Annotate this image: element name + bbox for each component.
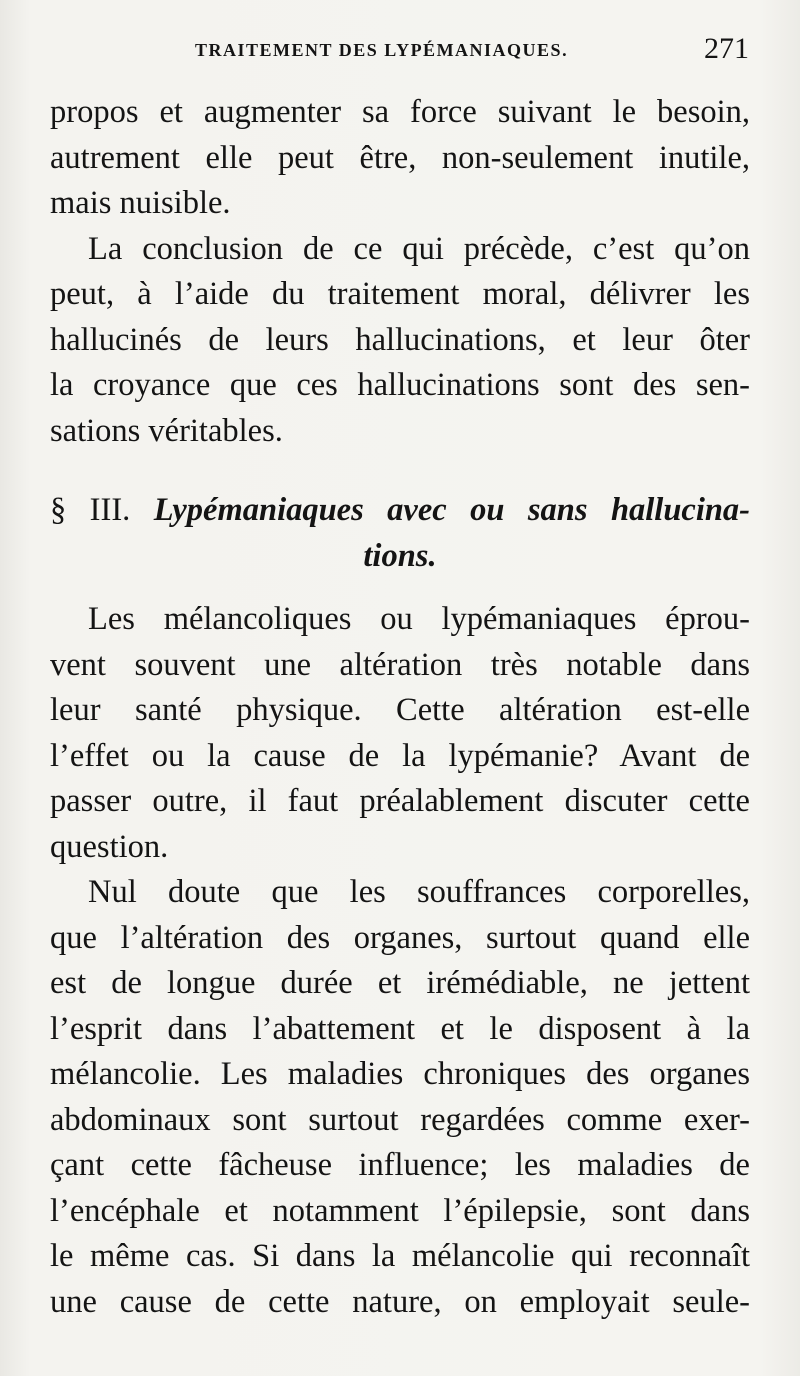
text-line: çant cette fâcheuse influence; les maladies de <box>50 1147 750 1183</box>
text-line: mélancolie. Les maladies chroniques des organes <box>50 1056 750 1092</box>
text-line: l’encéphale et notamment l’épilepsie, sont dans <box>50 1192 750 1229</box>
text-line: leur santé physique. Cette altération est-elle <box>50 692 750 728</box>
section-heading <box>50 488 750 579</box>
text-line: une cause de cette nature, on employait seule- <box>50 1283 750 1320</box>
running-title: TRAITEMENT DES LYPÉMANIAQUES. <box>195 40 569 60</box>
section-title-continuation: tions. <box>363 537 437 574</box>
spacer <box>50 454 750 488</box>
text-line: l’esprit dans l’abattement et le disposent à la <box>50 1010 750 1047</box>
spacer <box>50 579 750 597</box>
text-line: l’effet ou la cause de la lypémanie? Avant de <box>50 737 750 774</box>
paragraph <box>50 90 750 227</box>
section-heading-line <box>50 488 750 534</box>
paragraph <box>50 870 750 1325</box>
text-line: Les mélancoliques ou lypémaniaques éprou- <box>88 601 750 637</box>
text-line: le même cas. Si dans la mélancolie qui reconnaît <box>50 1238 750 1274</box>
text-line: question. <box>50 828 169 865</box>
text-line: que l’altération des organes, surtout quand elle <box>50 919 750 956</box>
text-line: peut, à l’aide du traitement moral, délivrer les <box>50 276 750 312</box>
text-line: La conclusion de ce qui précède, c’est qu’on <box>88 230 750 267</box>
text-line: mais nuisible. <box>50 185 231 221</box>
text-line: propos et augmenter sa force suivant le besoin, <box>50 94 750 130</box>
text-line: la croyance que ces hallucinations sont des sen- <box>50 367 750 403</box>
page-header <box>50 32 755 78</box>
paragraph <box>50 227 750 455</box>
body-text <box>50 90 750 1325</box>
text-line: est de longue durée et irémédiable, ne jettent <box>50 965 750 1001</box>
text-line: sations véritables. <box>50 412 283 449</box>
text-line: abdominaux sont surtout regardées comme exer- <box>50 1101 750 1138</box>
text-line: vent souvent une altération très notable dans <box>50 646 750 683</box>
page-number: 271 <box>704 32 749 65</box>
text-line: hallucinés de leurs hallucinations, et leur ôter <box>50 321 750 358</box>
text-line: Nul doute que les souffrances corporelles, <box>88 874 750 910</box>
section-number: § III. <box>50 492 131 528</box>
text-line: autrement elle peut être, non-seulement inutile, <box>50 139 750 176</box>
section-title: Lypémaniaques avec ou sans hallucina- <box>153 492 751 528</box>
paragraph <box>50 597 750 870</box>
text-line: passer outre, il faut préalablement discuter cette <box>50 783 750 819</box>
